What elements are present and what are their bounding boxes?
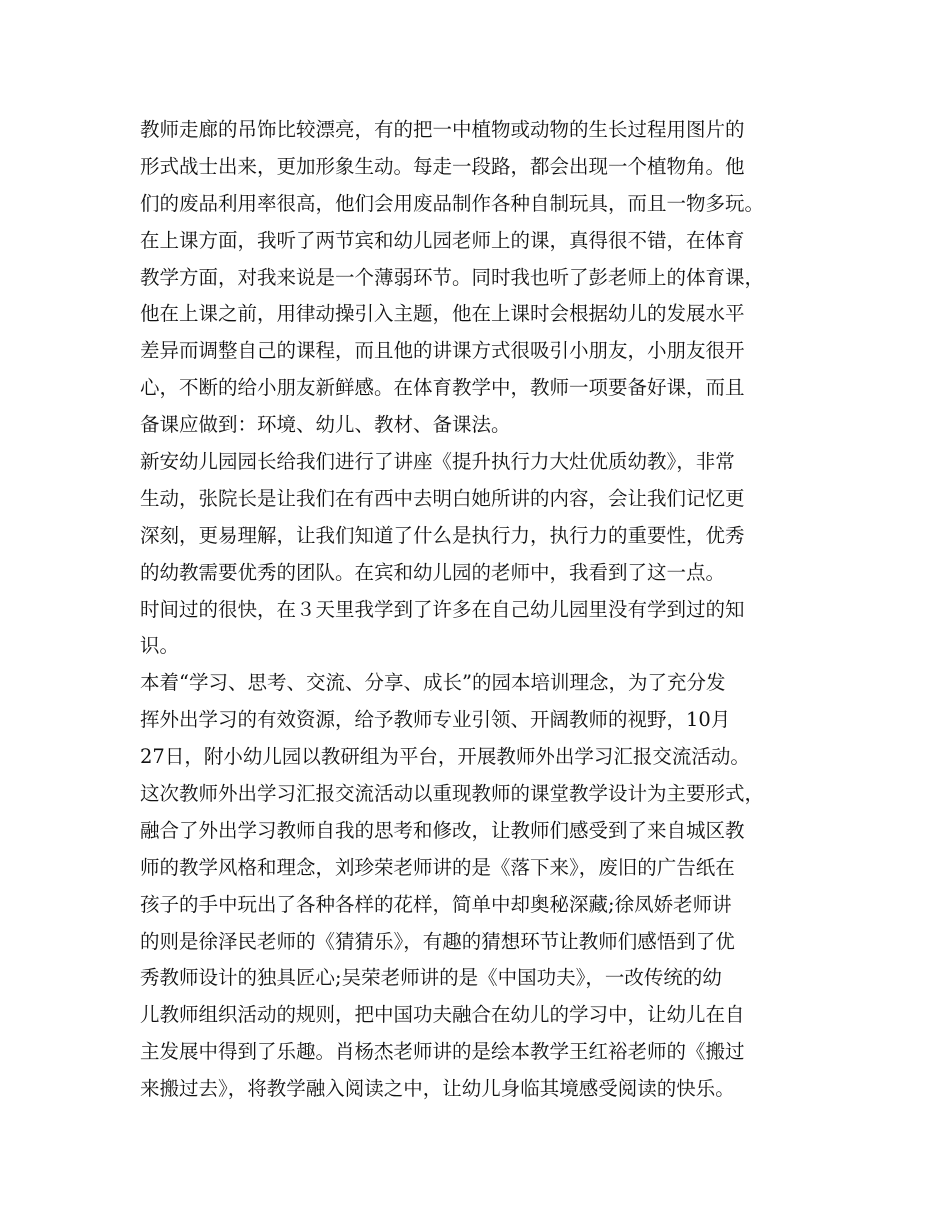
text-line: 来搬过去》，将教学融入阅读之中，让幼儿身临其境感受阅读的快乐。 — [140, 1077, 735, 1101]
text-line: 生动，张院长是让我们在有西中去明白她所讲的内容，会让我们记忆更 — [140, 486, 745, 510]
text-line: 心，不断的给小朋友新鲜感。在体育教学中，教师一项要备好课，而且 — [140, 376, 745, 400]
text-line: 儿教师组织活动的规则，把中国功夫融合在幼儿的学习中，让幼儿在自 — [140, 1003, 745, 1027]
text-line: 时间过的很快，在３天里我学到了许多在自己幼儿园里没有学到过的知 — [140, 597, 745, 621]
text-line: 27日，附小幼儿园以教研组为平台，开展教师外出学习汇报交流活动。 — [140, 745, 750, 769]
document-body — [140, 112, 830, 1108]
text-line: 备课应做到：环境、幼儿、教材、备课法。 — [140, 413, 511, 437]
text-line: 们的废品利用率很高，他们会用废品制作各种自制玩具，而且一物多玩。 — [140, 191, 765, 215]
text-line: 教师走廊的吊饰比较漂亮，有的把一中植物或动物的生长过程用图片的 — [140, 118, 745, 141]
text-line: 秀教师设计的独具匠心;吴荣老师讲的是《中国功夫》，一改传统的幼 — [140, 966, 722, 990]
text-line: 的则是徐泽民老师的《猜猜乐》，有趣的猜想环节让教师们感悟到了优 — [140, 929, 735, 953]
text-line: 这次教师外出学习汇报交流活动以重现教师的课堂教学设计为主要形式， — [140, 782, 765, 806]
text-line: 的幼教需要优秀的团队。在宾和幼儿园的老师中，我看到了这一点。 — [140, 560, 726, 584]
text-line: 他在上课之前，用律动操引入主题，他在上课时会根据幼儿的发展水平 — [140, 302, 745, 326]
text-line: 挥外出学习的有效资源，给予教师专业引领、开阔教师的视野，10月 — [140, 708, 731, 732]
text-line: 在上课方面，我听了两节宾和幼儿园老师上的课，真得很不错，在体育 — [140, 228, 745, 252]
text-line: 主发展中得到了乐趣。肖杨杰老师讲的是绘本教学王红裕老师的《搬过 — [140, 1040, 745, 1064]
text-line: 形式战士出来，更加形象生动。每走一段路，都会出现一个植物角。他 — [140, 154, 745, 178]
text-line: 新安幼儿园园长给我们进行了讲座《提升执行力大灶优质幼教》，非常 — [140, 450, 735, 474]
text-line: 师的教学风格和理念，刘珍荣老师讲的是《落下来》，废旧的广告纸在 — [140, 855, 735, 879]
text-line: 本着“学习、思考、交流、分享、成长”的园本培训理念，为了充分发 — [140, 671, 726, 695]
text-line: 深刻，更易理解，让我们知道了什么是执行力，执行力的重要性，优秀 — [140, 523, 745, 547]
text-line: 教学方面，对我来说是一个薄弱环节。同时我也听了彭老师上的体育课， — [140, 265, 765, 289]
text-line: 识。 — [140, 634, 180, 658]
text-line: 差异而调整自己的课程，而且他的讲课方式很吸引小朋友，小朋友很开 — [140, 339, 745, 363]
text-line: 孩子的手中玩出了各种各样的花样，简单中却奥秘深藏;徐凤娇老师讲 — [140, 892, 732, 916]
text-line: 融合了外出学习教师自我的思考和修改，让教师们感受到了来自城区教 — [140, 818, 745, 842]
